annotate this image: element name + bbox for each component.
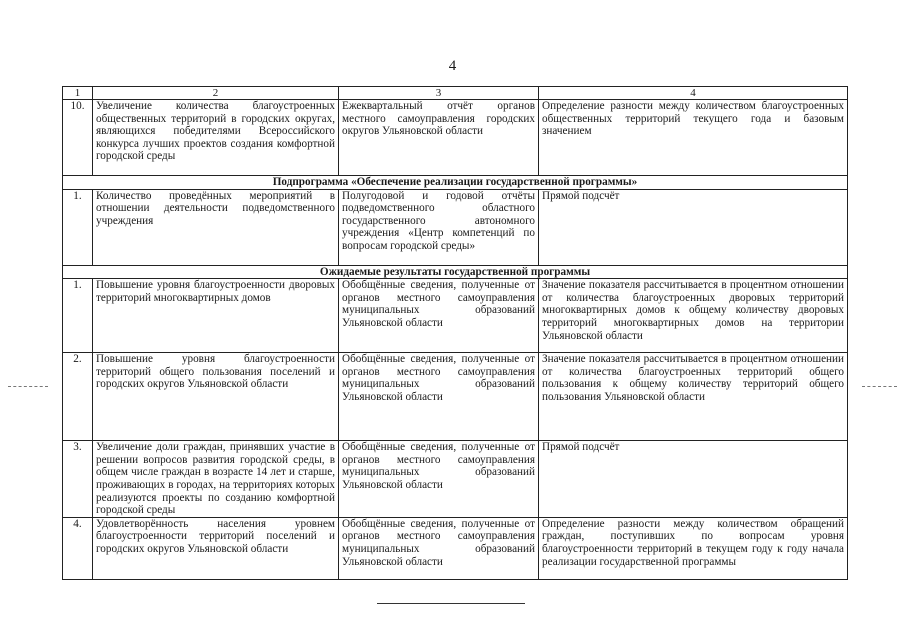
header-cell: 3 [339,87,539,100]
method-cell: Значение показателя рассчитывается в процентном отношении от количества благоустроенных дворовых территорий многоквартирных домов к общему количеству дворовых территорий многоквартирных домов на территории Ульяновской области [539,279,848,353]
method-cell: Прямой подсчёт [539,441,848,518]
binding-marker-left [8,386,48,388]
table-row [63,441,848,518]
table-row [63,353,848,441]
method-cell: Прямой подсчёт [539,189,848,265]
binding-marker-right [862,386,897,388]
row-number: 1. [63,189,93,265]
indicator-cell: Увеличение количества благоустроенных общественных территорий в городских округах, являющихся победителями Всероссийского конкурса лучших проектов создания комфортной городской среды [93,100,339,176]
indicator-cell: Удовлетворённость населения уровнем благоустроенности территорий поселений и городских округов Ульяновской области [93,517,339,579]
indicator-cell: Повышение уровня благоустроенности дворовых территорий многоквартирных домов [93,279,339,353]
end-of-table-line [377,603,525,604]
method-cell: Определение разности между количеством благоустроенных общественных территорий текущего года и базовым значением [539,100,848,176]
row-number: 2. [63,353,93,441]
method-cell: Определение разности между количеством обращений граждан, поступивших по вопросам уровня благоустроенности территорий в текущем году к году начала реализации государственной программы [539,517,848,579]
row-number: 3. [63,441,93,518]
row-number: 4. [63,517,93,579]
indicator-cell: Повышение уровня благоустроенности территорий общего пользования поселений и городских округов Ульяновской области [93,353,339,441]
source-cell: Обобщённые сведения, полученные от органов местного самоуправления муниципальных образований Ульяновской области [339,517,539,579]
header-row [63,87,848,100]
page-number: 4 [448,58,457,74]
table-row [63,189,848,265]
source-cell: Обобщённые сведения, полученные от органов местного самоуправления муниципальных образований Ульяновской области [339,441,539,518]
header-cell: 4 [539,87,848,100]
row-number: 1. [63,279,93,353]
source-cell: Обобщённые сведения, полученные от органов местного самоуправления муниципальных образований Ульяновской области [339,353,539,441]
source-cell: Ежеквартальный отчёт органов местного самоуправления городских округов Ульяновской области [339,100,539,176]
table-row [63,100,848,176]
header-cell: 2 [93,87,339,100]
table-row [63,279,848,353]
indicator-cell: Увеличение доли граждан, принявших участие в решении вопросов развития городской среды, в общем числе граждан в возрасте 14 лет и старше, проживающих в городах, на территориях которых реализуются проекты по созданию комфортной городской среды [93,441,339,518]
section-title: Ожидаемые результаты государственной программы [63,265,848,279]
section-title: Подпрограмма «Обеспечение реализации государственной программы» [63,176,848,190]
table-row [63,517,848,579]
source-cell: Обобщённые сведения, полученные от органов местного самоуправления муниципальных образований Ульяновской области [339,279,539,353]
row-number: 10. [63,100,93,176]
section-row [63,265,848,279]
header-cell: 1 [63,87,93,100]
method-cell: Значение показателя рассчитывается в процентном отношении от количества благоустроенных территорий общего пользования к общему количеству территорий общего пользования Ульяновской области [539,353,848,441]
indicator-cell: Количество проведённых мероприятий в отношении деятельности подведомственного учреждения [93,189,339,265]
indicators-table [62,86,848,580]
source-cell: Полугодовой и годовой отчёты подведомственного областного государственного автономного учреждения «Центр компетенций по вопросам городской среды» [339,189,539,265]
section-row [63,176,848,190]
